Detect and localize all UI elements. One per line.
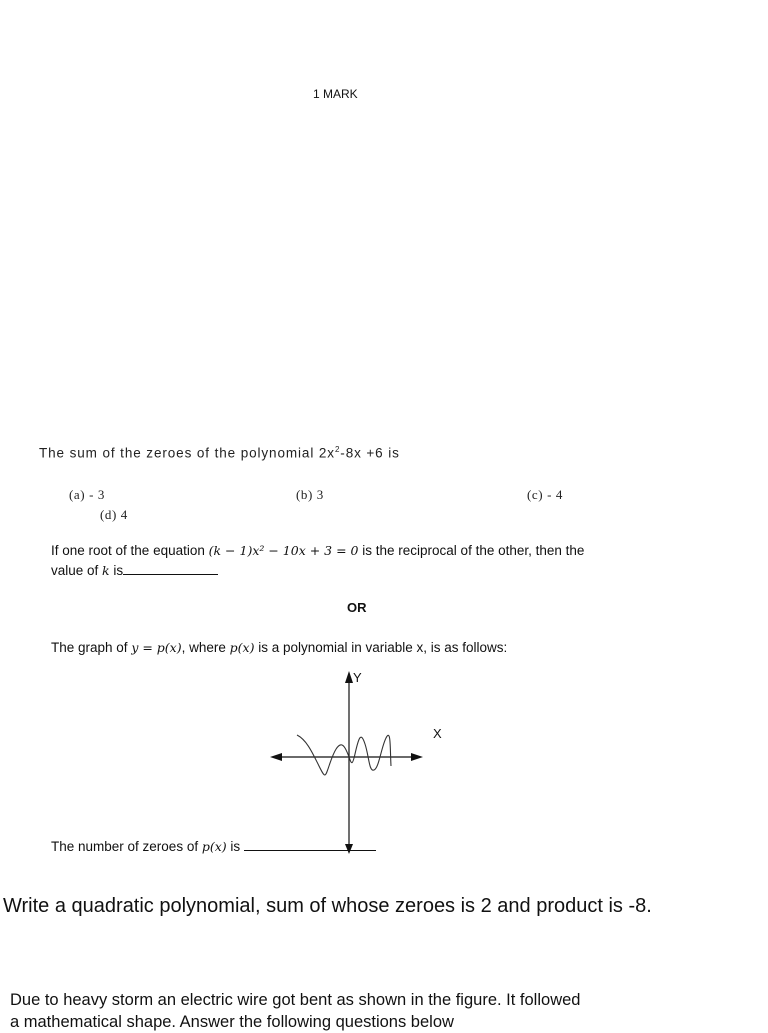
question-number-of-zeroes [51,838,376,854]
question-reciprocal-root [51,541,584,581]
section-heading: 1 MARK [313,87,358,101]
q2-line-2 [51,561,584,581]
q3-suffix: is a polynomial in variable x, is as follows: [254,640,508,655]
q2-variable: k [102,563,110,578]
q2-line-1 [51,541,584,561]
option-c: (c) - 4 [527,487,563,502]
q3-prefix: The graph of [51,640,132,655]
or-divider: OR [347,600,367,615]
option-a: (a) - 3 [69,487,105,502]
question-quadratic-polynomial: Write a quadratic polynomial, sum of whose zeroes is 2 and product is -8. [3,895,652,917]
q2-equation: (k − 1)x² − 10x + 3 = 0 [208,543,359,558]
q3-poly: p(x) [229,640,255,655]
q2-line2-prefix: value of [51,563,103,578]
option-b: (b) 3 [296,487,324,502]
x-axis-label: X [433,726,442,741]
y-axis-label: Y [353,670,362,685]
q1-exponent: 2 [334,445,341,454]
option-d: (d) 4 [100,507,128,522]
q6-line-1: Due to heavy storm an electric wire got bent as shown in the figure. It followed [10,991,581,1009]
question-electric-wire [10,989,580,1033]
answer-blank-zeroes[interactable] [244,838,376,851]
question-sum-of-zeroes [39,445,400,461]
polynomial-graph [255,668,465,860]
answer-blank[interactable] [123,562,218,575]
q1-text-before: The sum of the zeroes of the polynomial 2x [39,445,335,461]
question-graph-intro [51,640,507,655]
x-axis-arrow-left [270,753,282,761]
q3-middle: , where [181,640,230,655]
q4-suffix: is [226,839,241,854]
x-axis-arrow-right [411,753,423,761]
y-axis-arrow-up [345,671,353,683]
q4-prefix: The number of zeroes of [51,839,202,854]
q6-line-2: a mathematical shape. Answer the following questions below [10,1013,454,1031]
q4-poly: p(x) [201,839,227,854]
q2-prefix: If one root of the equation [51,543,209,558]
q2-line2-suffix: is [109,563,124,578]
q3-equation: y = p(x) [131,640,182,655]
q1-text-after: -8x +6 is [340,445,400,461]
q2-suffix: is the reciprocal of the other, then the [358,543,585,558]
polynomial-curve [297,735,391,775]
